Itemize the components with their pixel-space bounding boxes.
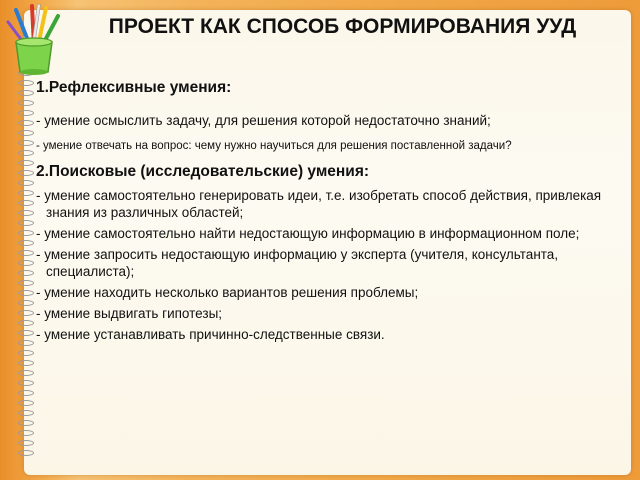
notebook-ring-icon (18, 140, 34, 146)
notebook-ring-icon (18, 260, 34, 266)
notebook-ring-icon (18, 330, 34, 336)
list-item: - умение отвечать на вопрос: чему нужно научиться для решения поставленной задачи? (36, 140, 512, 152)
notebook-ring-icon (18, 100, 34, 106)
notebook-ring-icon (18, 450, 34, 456)
notebook-ring-icon (18, 410, 34, 416)
notebook-ring-icon (18, 270, 34, 276)
notebook-ring-icon (18, 360, 34, 366)
notebook-ring-icon (18, 200, 34, 206)
notebook-ring-icon (18, 160, 34, 166)
notebook-ring-icon (18, 120, 34, 126)
notebook-ring-icon (18, 350, 34, 356)
notebook-ring-icon (18, 230, 34, 236)
list-item: - умение устанавливать причинно-следственные связи. (36, 327, 385, 342)
notebook-ring-icon (18, 400, 34, 406)
notebook-ring-icon (18, 250, 34, 256)
section-heading-reflexive: 1.Рефлексивные умения: (36, 79, 232, 96)
notebook-ring-icon (18, 150, 34, 156)
slide-content (36, 78, 628, 343)
notebook-ring-icon (18, 180, 34, 186)
notebook-ring-icon (18, 340, 34, 346)
list-item: - умение самостоятельно найти недостающую информацию в информационном поле; (36, 226, 580, 241)
section-heading-search: 2.Поисковые (исследовательские) умения: (36, 163, 370, 180)
notebook-ring-icon (18, 290, 34, 296)
notebook-ring-icon (18, 440, 34, 446)
notebook-ring-icon (18, 110, 34, 116)
notebook-ring-icon (18, 380, 34, 386)
notebook-ring-icon (18, 90, 34, 96)
notebook-ring-icon (18, 280, 34, 286)
notebook-ring-icon (18, 370, 34, 376)
notebook-ring-icon (18, 130, 34, 136)
list-item: - умение находить несколько вариантов решения проблемы; (36, 285, 419, 300)
notebook-ring-icon (18, 220, 34, 226)
notebook-ring-icon (18, 80, 34, 86)
notebook-ring-icon (18, 310, 34, 316)
list-item: - умение осмыслить задачу, для решения которой недостаточно знаний; (36, 113, 491, 128)
list-item: - умение самостоятельно генерировать идеи, т.е. изобретать способ действия, привлекая знания из различных областей; (36, 188, 602, 220)
notebook-ring-icon (18, 300, 34, 306)
notebook-ring-icon (18, 320, 34, 326)
list-item: - умение выдвигать гипотезы; (36, 306, 223, 321)
notebook-ring-icon (18, 420, 34, 426)
pencil-cup-icon (2, 2, 66, 76)
notebook-ring-icon (18, 190, 34, 196)
slide-title: ПРОЕКТ КАК СПОСОБ ФОРМИРОВАНИЯ УУД (108, 15, 577, 38)
notebook-ring-icon (18, 390, 34, 396)
notebook-ring-icon (18, 210, 34, 216)
notebook-rings (0, 60, 40, 460)
notebook-ring-icon (18, 240, 34, 246)
notebook-ring-icon (18, 430, 34, 436)
list-item: - умение запросить недостающую информацию у эксперта (учителя, консультанта, специалиста); (36, 247, 559, 279)
notebook-ring-icon (18, 170, 34, 176)
